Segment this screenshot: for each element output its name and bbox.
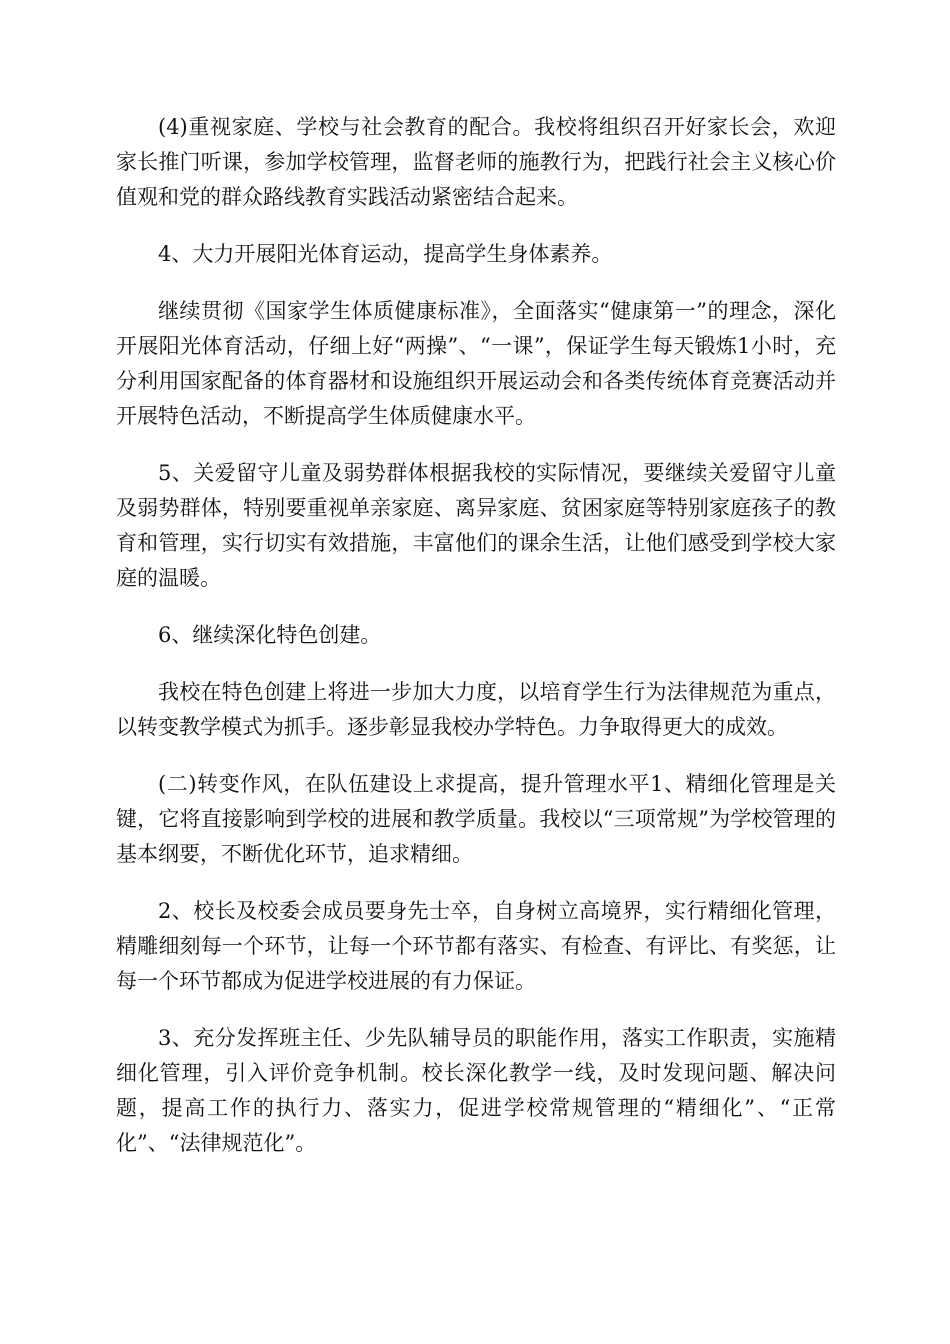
paragraph-heading-sunshine-sports: 4、大力开展阳光体育运动，提高学生身体素养。 — [158, 242, 613, 266]
paragraph-work-style-management: (二)转变作风，在队伍建设上求提高，提升管理水平1、精细化管理是关键，它将直接影响到学校的进展和教学质量。我校以“三项常规”为学校管理的基本纲要，不断优化环节，追求精细。 — [116, 772, 836, 866]
paragraph-feature-creation: 我校在特色创建上将进一步加大力度，以培育学生行为法律规范为重点，以转变教学模式为抓手。逐步彰显我校办学特色。力争取得更大的成效。 — [116, 680, 836, 739]
paragraph-principal-leadership: 2、校长及校委会成员要身先士卒，自身树立高境界，实行精细化管理，精雕细刻每一个环节，让每一个环节都有落实、有检查、有评比、有奖惩，让每一个环节都成为促进学校进展的有力保证。 — [116, 899, 836, 993]
paragraph-class-teacher-role: 3、充分发挥班主任、少先队辅导员的职能作用，落实工作职责，实施精细化管理，引入评价竞争机制。校长深化教学一线，及时发现问题、解决问题，提高工作的执行力、落实力，促进学校常规管理的“精细化”、“正常化”、“法律规范化”。 — [116, 1026, 836, 1155]
paragraph-heading-feature-creation: 6、继续深化特色创建。 — [158, 623, 382, 647]
paragraph-physical-health-standard: 继续贯彻《国家学生体质健康标准》，全面落实“健康第一”的理念，深化开展阳光体育活动，仔细上好“两操”、“一课”，保证学生每天锻炼1小时，充分利用国家配备的体育器材和设施组织开展运动会和各类传统体育竞赛活动并开展特色活动，不断提高学生体质健康水平。 — [116, 299, 836, 428]
paragraph-family-school-cooperation: (4)重视家庭、学校与社会教育的配合。我校将组织召开好家长会，欢迎家长推门听课，参加学校管理，监督老师的施教行为，把践行社会主义核心价值观和党的群众路线教育实践活动紧密结合起来。 — [116, 115, 836, 209]
paragraph-left-behind-children: 5、关爱留守儿童及弱势群体根据我校的实际情况，要继续关爱留守儿童及弱势群体，特别要重视单亲家庭、离异家庭、贫困家庭等特别家庭孩子的教育和管理，实行切实有效措施，丰富他们的课余生活，让他们感受到学校大家庭的温暖。 — [116, 461, 836, 590]
document-page — [116, 110, 836, 1183]
